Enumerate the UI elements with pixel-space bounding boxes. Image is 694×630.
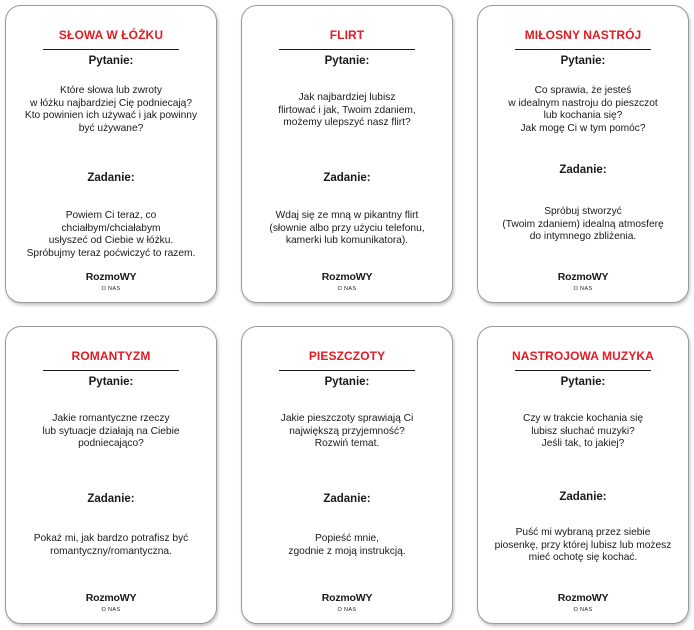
task-label: Zadanie: — [323, 172, 371, 184]
brand-subtitle: O NAS — [101, 607, 121, 613]
question-text: Jak najbardziej lubisz flirtować i jak, Twoim zdaniem, możemy ulepszyć nasz flirt? — [278, 92, 416, 128]
title-divider — [279, 370, 415, 371]
question-text: Czy w trakcie kochania się lubisz słuchać muzyki? Jeśli tak, to jakiej? — [522, 413, 644, 449]
task-text: Wdaj się ze mną w pikantny flirt (słownie albo przy użyciu telefonu, kamerki lub komunikatora). — [269, 210, 425, 246]
card-title: SŁOWA W ŁÓŻKU — [58, 28, 164, 42]
title-divider — [515, 49, 651, 50]
task-text: Spróbuj stworzyć (Twoim zdaniem) idealną atmosferę do intymnego zbliżenia. — [502, 206, 664, 242]
brand-subtitle: O NAS — [573, 286, 593, 292]
card-title: MIŁOSNY NASTRÓJ — [524, 28, 642, 42]
task-label: Zadanie: — [559, 164, 607, 176]
brand-subtitle: O NAS — [573, 607, 593, 613]
question-label: Pytanie: — [324, 376, 370, 388]
task-text: Puść mi wybraną przez siebie piosenkę, przy której lubisz lub możesz mieć ochotę się kochać. — [494, 527, 672, 563]
card-title: ROMANTYZM — [71, 349, 151, 363]
question-label: Pytanie: — [88, 376, 134, 388]
brand-subtitle: O NAS — [101, 286, 121, 292]
brand-logo: RozmoWY — [85, 271, 137, 283]
card-milosny-nastroj — [477, 5, 689, 303]
title-divider — [43, 49, 179, 50]
task-label: Zadanie: — [559, 491, 607, 503]
card-title: NASTROJOWA MUZYKA — [512, 349, 654, 363]
question-label: Pytanie: — [88, 55, 134, 67]
card-romantyzm — [5, 326, 217, 624]
task-text: Powiem Ci teraz, co chciałbym/chciałabym usłyszeć od Ciebie w łóżku. Spróbujmy teraz poćwiczyć to razem. — [26, 210, 196, 259]
task-label: Zadanie: — [323, 493, 371, 505]
card-pieszczoty — [241, 326, 453, 624]
question-text: Jakie romantyczne rzeczy lub sytuacje działają na Ciebie podniecająco? — [42, 413, 180, 449]
brand-subtitle: O NAS — [337, 286, 357, 292]
card-title: PIESZCZOTY — [308, 349, 386, 363]
task-text: Pokaż mi, jak bardzo potrafisz być romantyczny/romantyczna. — [33, 533, 189, 557]
brand-subtitle: O NAS — [337, 607, 357, 613]
brand-logo: RozmoWY — [85, 592, 137, 604]
task-text: Popieść mnie, zgodnie z moją instrukcją. — [288, 533, 406, 557]
question-text: Co sprawia, że jesteś w idealnym nastroju do pieszczot lub kochania się? Jak mogę Ci w tym pomóc? — [508, 85, 658, 134]
title-divider — [515, 370, 651, 371]
title-divider — [279, 49, 415, 50]
card-flirt — [241, 5, 453, 303]
question-label: Pytanie: — [560, 376, 606, 388]
card-slowa-w-lozku — [5, 5, 217, 303]
brand-logo: RozmoWY — [321, 592, 373, 604]
brand-logo: RozmoWY — [557, 592, 609, 604]
title-divider — [43, 370, 179, 371]
question-label: Pytanie: — [560, 55, 606, 67]
card-title: FLIRT — [329, 28, 365, 42]
brand-logo: RozmoWY — [321, 271, 373, 283]
task-label: Zadanie: — [87, 172, 135, 184]
task-label: Zadanie: — [87, 493, 135, 505]
question-label: Pytanie: — [324, 55, 370, 67]
brand-logo: RozmoWY — [557, 271, 609, 283]
question-text: Które słowa lub zwroty w łóżku najbardziej Cię podniecają? Kto powinien ich używać i jak powinny być używane? — [24, 85, 198, 134]
card-nastrojowa-muzyka — [477, 326, 689, 624]
question-text: Jakie pieszczoty sprawiają Ci największą przyjemność? Rozwiń temat. — [280, 413, 414, 449]
